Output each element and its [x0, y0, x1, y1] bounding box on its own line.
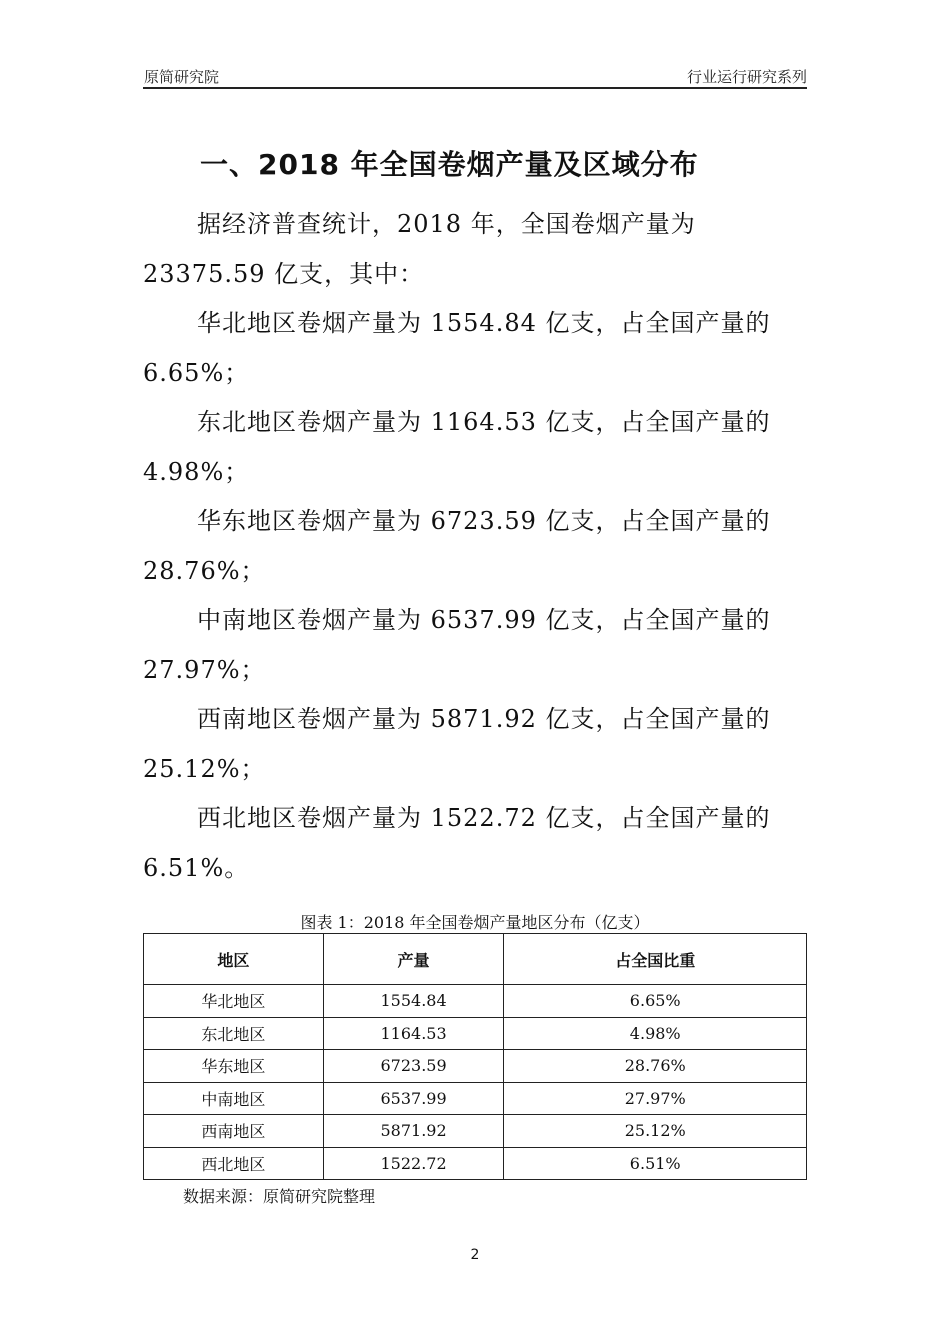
header-divider — [143, 87, 807, 89]
cell-region: 华东地区 — [144, 1050, 324, 1083]
table-row — [144, 1017, 807, 1050]
table-header-row — [144, 934, 807, 985]
paragraph-northeast: 东北地区卷烟产量为 1164.53 亿支，占全国产量的 4.98%； — [143, 408, 771, 486]
paragraph-north: 华北地区卷烟产量为 1554.84 亿支，占全国产量的 6.65%； — [143, 309, 771, 387]
column-header-share: 占全国比重 — [504, 934, 807, 985]
header-organization: 原简研究院 — [144, 68, 220, 86]
cell-region: 西南地区 — [144, 1115, 324, 1148]
cell-output: 5871.92 — [323, 1115, 504, 1148]
paragraph-east: 华东地区卷烟产量为 6723.59 亿支，占全国产量的 28.76%； — [143, 507, 771, 585]
column-header-output: 产量 — [323, 934, 504, 985]
table-row — [144, 1115, 807, 1148]
paragraph-southwest: 西南地区卷烟产量为 5871.92 亿支，占全国产量的 25.12%； — [143, 705, 771, 783]
table-caption: 图表 1：2018 年全国卷烟产量地区分布（亿支） — [300, 913, 650, 932]
cell-share: 6.51% — [504, 1147, 807, 1180]
body-text — [143, 200, 807, 893]
cell-output: 6723.59 — [323, 1050, 504, 1083]
cell-share: 4.98% — [504, 1017, 807, 1050]
table-row — [144, 1082, 807, 1115]
table-row — [144, 985, 807, 1018]
data-source-note: 数据来源：原简研究院整理 — [183, 1187, 376, 1206]
cell-region: 中南地区 — [144, 1082, 324, 1115]
table-row — [144, 1050, 807, 1083]
production-table — [143, 933, 807, 1180]
cell-region: 东北地区 — [144, 1017, 324, 1050]
cell-output: 1164.53 — [323, 1017, 504, 1050]
cell-share: 27.97% — [504, 1082, 807, 1115]
cell-share: 28.76% — [504, 1050, 807, 1083]
section-title: 一、2018 年全国卷烟产量及区域分布 — [200, 148, 699, 181]
cell-share: 25.12% — [504, 1115, 807, 1148]
paragraph-intro: 据经济普查统计，2018 年，全国卷烟产量为 23375.59 亿支，其中： — [143, 210, 696, 288]
cell-region: 华北地区 — [144, 985, 324, 1018]
column-header-region: 地区 — [144, 934, 324, 985]
cell-share: 6.65% — [504, 985, 807, 1018]
cell-output: 1522.72 — [323, 1147, 504, 1180]
cell-region: 西北地区 — [144, 1147, 324, 1180]
paragraph-central-south: 中南地区卷烟产量为 6537.99 亿支，占全国产量的 27.97%； — [143, 606, 771, 684]
page-number: 2 — [470, 1247, 480, 1263]
table-row — [144, 1147, 807, 1180]
header-series-title: 行业运行研究系列 — [686, 68, 807, 86]
cell-output: 6537.99 — [323, 1082, 504, 1115]
cell-output: 1554.84 — [323, 985, 504, 1018]
paragraph-northwest: 西北地区卷烟产量为 1522.72 亿支，占全国产量的 6.51%。 — [143, 804, 771, 882]
